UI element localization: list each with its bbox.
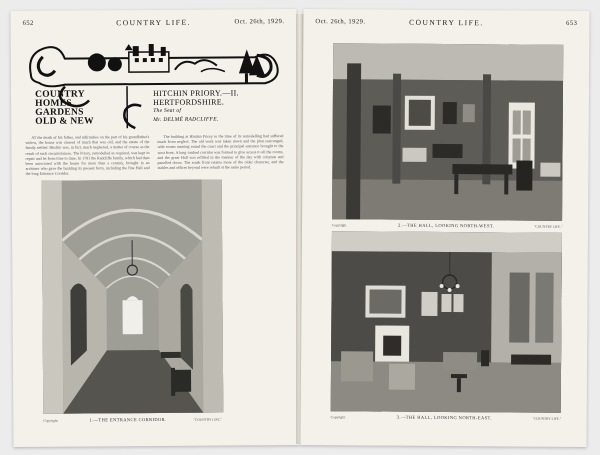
article-title: HITCHIN PRIORY.—II. HERTFORDSHIRE. The Seat of Mr. DELMÉ RADCLIFFE. <box>153 88 239 123</box>
series-title: COUNTRY HOMES GARDENS OLD & NEW <box>35 89 94 127</box>
body-column-1: AT the death of his father, and infirmities on the part of his grandfather's widow, the house was cleared of much that was old, and the estate of the family settled. Hitchin was, in fact, much neglected, a matter of course as the result of such circumstances. The Priory, remodelled as required, was kept in repair and let from time to time. In 1781 the Radcliffe family, which had then been associated with the house for more than a century, brought in an architect who gave the building its present form, including the fine Hall and the long Entrance Corridor. <box>25 134 150 177</box>
photo-hall-north-east <box>331 231 562 413</box>
photo-credit-copyright: Copyright. <box>43 418 59 423</box>
running-head-right <box>315 17 577 31</box>
hall-north-west-photo-illustration <box>332 43 563 221</box>
issue-date: Oct. 26th, 1929. <box>234 18 285 26</box>
photo-hall-north-west <box>332 43 563 221</box>
photo-caption-hall-nw: 2.—THE HALL, LOOKING NORTH-WEST. <box>398 222 495 229</box>
photo-caption-corridor: 1.—THE ENTRANCE CORRIDOR. <box>89 416 167 423</box>
article-header <box>25 35 284 133</box>
page-number: 652 <box>22 19 34 27</box>
right-page <box>300 9 589 447</box>
magazine-spread <box>12 10 588 446</box>
running-title: COUNTRY LIFE. <box>409 17 484 28</box>
corridor-photo-illustration <box>42 180 224 414</box>
photo-credit-copyright: Copyright. <box>330 415 346 420</box>
page-number: 653 <box>566 19 578 27</box>
photo-credit-source: "COUNTRY LIFE." <box>532 416 562 421</box>
running-title: COUNTRY LIFE. <box>116 17 191 28</box>
left-page <box>10 9 299 447</box>
hall-north-east-photo-illustration <box>331 231 562 413</box>
photo-caption-hall-ne: 3.—THE HALL, LOOKING NORTH-EAST. <box>396 414 492 421</box>
photo-credit-source: "COUNTRY LIFE." <box>193 417 222 422</box>
running-head-left <box>23 17 285 31</box>
photo-credit-source: "COUNTRY LIFE." <box>533 224 563 229</box>
issue-date: Oct. 26th, 1929. <box>315 18 366 26</box>
photo-credit-copyright: Copyright. <box>332 223 348 228</box>
body-column-2: The building at Hitchin Priory to the time of its remodelling had suffered much from neglect. The old work was taken down and the plan rearranged, with rooms running round the court and the principal entrance brought to the west front. A long vaulted corridor was formed to give access to all the rooms, and the great Hall was refitted in the manner of the day with columns and panelled doors. The south front retains more of the older character, and the stables and offices beyond were rebuilt at the same period. <box>157 133 284 171</box>
photo-entrance-corridor <box>42 180 224 414</box>
